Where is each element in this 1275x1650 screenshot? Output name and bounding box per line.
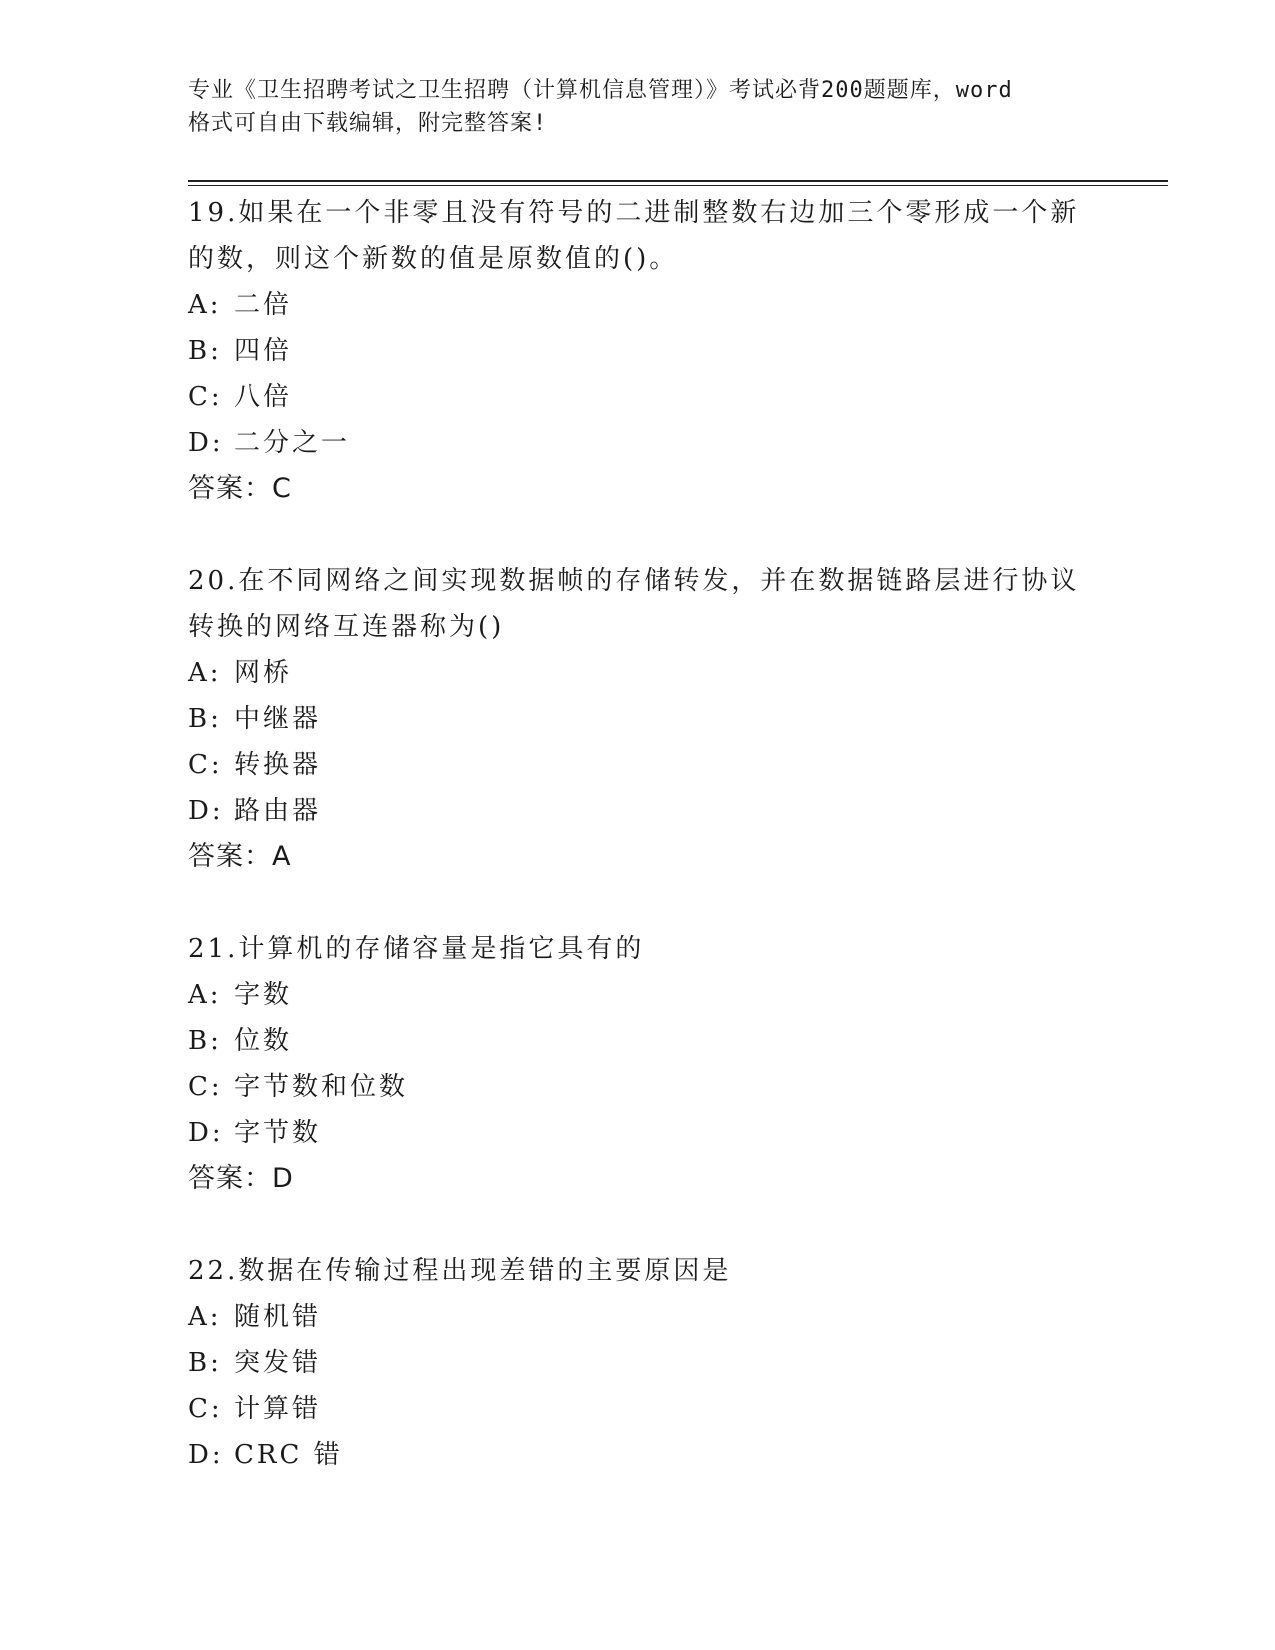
option-text: 字节数 — [234, 1118, 322, 1148]
option-text: 字数 — [234, 980, 293, 1010]
option-a — [188, 282, 1168, 328]
option-letter: B: — [188, 1026, 222, 1056]
option-text: 路由器 — [234, 796, 322, 826]
option-letter: C: — [188, 750, 223, 780]
option-c — [188, 742, 1168, 788]
answer-line: 答案：A — [188, 841, 292, 872]
option-c — [188, 1064, 1168, 1110]
document-header — [188, 74, 1088, 140]
option-d — [188, 1110, 1168, 1156]
option-text: 二分之一 — [234, 428, 351, 458]
option-letter: A: — [188, 290, 222, 320]
option-c — [188, 1386, 1168, 1432]
option-text: 网桥 — [234, 658, 293, 688]
question-list — [188, 190, 1168, 1524]
answer-line: 答案：D — [188, 1163, 294, 1194]
option-b — [188, 328, 1168, 374]
header-line-2: 格式可自由下载编辑，附完整答案! — [188, 111, 548, 136]
header-divider-thick — [188, 180, 1168, 182]
option-a — [188, 1294, 1168, 1340]
question-stem: 22.数据在传输过程出现差错的主要原因是 — [188, 1256, 732, 1286]
option-d — [188, 420, 1168, 466]
option-a — [188, 972, 1168, 1018]
option-text: 八倍 — [234, 382, 293, 412]
option-letter: B: — [188, 704, 222, 734]
option-letter: C: — [188, 1394, 223, 1424]
option-text: 转换器 — [234, 750, 322, 780]
option-d — [188, 1432, 1168, 1478]
question-22 — [188, 1248, 1168, 1478]
header-divider-thin — [188, 185, 1168, 186]
option-c — [188, 374, 1168, 420]
option-text: 计算错 — [234, 1394, 322, 1424]
option-text: 突发错 — [234, 1348, 322, 1378]
option-letter: D: — [188, 428, 224, 458]
answer-line: 答案：C — [188, 473, 292, 504]
option-letter: B: — [188, 1348, 222, 1378]
option-d — [188, 788, 1168, 834]
option-b — [188, 696, 1168, 742]
option-b — [188, 1018, 1168, 1064]
option-letter: B: — [188, 336, 222, 366]
option-letter: A: — [188, 658, 222, 688]
question-20 — [188, 558, 1168, 880]
question-stem: 21.计算机的存储容量是指它具有的 — [188, 934, 645, 964]
option-letter: D: — [188, 1118, 224, 1148]
option-a — [188, 650, 1168, 696]
header-line-1: 专业《卫生招聘考试之卫生招聘（计算机信息管理）》考试必背200题题库，word — [188, 78, 1013, 103]
option-text: 二倍 — [234, 290, 293, 320]
option-text: 四倍 — [234, 336, 293, 366]
question-21 — [188, 926, 1168, 1202]
option-letter: D: — [188, 796, 224, 826]
option-letter: C: — [188, 1072, 223, 1102]
option-text: CRC 错 — [234, 1440, 343, 1470]
option-letter: C: — [188, 382, 223, 412]
question-stem: 20.在不同网络之间实现数据帧的存储转发，并在数据链路层进行协议转换的网络互连器称为() — [188, 566, 1080, 642]
question-stem: 19.如果在一个非零且没有符号的二进制整数右边加三个零形成一个新的数，则这个新数的值是原数值的()。 — [188, 198, 1080, 274]
option-text: 位数 — [234, 1026, 293, 1056]
option-b — [188, 1340, 1168, 1386]
option-letter: A: — [188, 980, 222, 1010]
option-letter: D: — [188, 1440, 224, 1470]
option-text: 字节数和位数 — [234, 1072, 409, 1102]
option-text: 随机错 — [234, 1302, 322, 1332]
option-text: 中继器 — [234, 704, 322, 734]
option-letter: A: — [188, 1302, 222, 1332]
question-19 — [188, 190, 1168, 512]
